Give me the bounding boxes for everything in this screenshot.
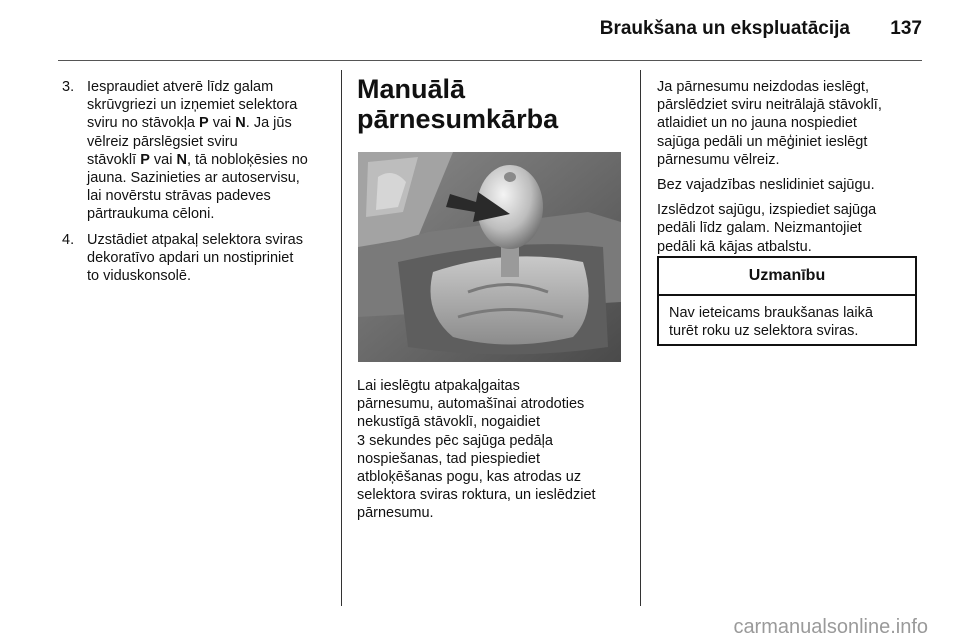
section-title-line: pārnesumkārba <box>357 104 559 134</box>
page-number: 137 <box>890 18 922 39</box>
step-text: to viduskonsolē. <box>87 268 191 285</box>
paragraph <box>657 201 919 256</box>
notice-title: Uzmanību <box>659 258 915 296</box>
paragraph-line: pārslēdziet sviru neitrālajā stāvoklī, <box>657 97 882 114</box>
gear-shift-illustration <box>358 152 621 362</box>
gear-position-label: N <box>235 115 246 132</box>
paragraph-line: pārnesumu. <box>357 505 434 522</box>
notice-body-line: Nav ieteicams braukšanas laikā <box>669 305 873 321</box>
step-text: lai novērstu strāvas padeves <box>87 188 271 205</box>
step-line <box>87 267 332 285</box>
paragraph-line: sajūga pedāli un mēģiniet ieslēgt <box>657 133 868 150</box>
reverse-gear-paragraph <box>357 377 629 523</box>
header-rule <box>58 60 922 61</box>
paragraph-line: Lai ieslēgtu atpakaļgaitas <box>357 378 520 394</box>
paragraph-line: atbloķēšanas pogu, kas atrodas uz <box>357 469 582 486</box>
section-title-line: Manuālā <box>357 74 466 104</box>
paragraph-line: pārnesumu vēlreiz. <box>657 151 780 168</box>
paragraph-line: atlaidiet un no jauna nospiediet <box>657 115 857 132</box>
step-text: dekoratīvo apdari un nostipriniet <box>87 249 294 266</box>
step-line <box>87 231 332 249</box>
step-text: skrūvgriezi un izņemiet selektora <box>87 97 298 114</box>
section-title <box>357 74 627 134</box>
paragraph-line: selektora sviras roktura, un ieslēdziet <box>357 487 596 504</box>
gear-position-label: N <box>176 151 187 168</box>
column-divider-right <box>640 70 641 606</box>
step-text: sviru no stāvokļa <box>87 115 200 132</box>
paragraph-line: 3 sekundes pēc sajūga pedāļa <box>357 432 553 449</box>
step-item <box>62 78 332 224</box>
step-text: stāvoklī <box>87 151 141 168</box>
step-line <box>87 187 332 205</box>
page-header-title: Braukšana un ekspluatācija <box>599 18 850 39</box>
column-divider-left <box>341 70 342 606</box>
paragraph-line: pārnesumu, automašīnai atrodoties <box>357 396 585 413</box>
paragraph-line: Ja pārnesumu neizdodas ieslēgt, <box>657 79 869 95</box>
paragraph-line: nospiešanas, tad piespiediet <box>357 450 540 467</box>
step-line <box>87 133 332 151</box>
step-item <box>62 231 332 286</box>
step-line <box>87 249 332 267</box>
step-line <box>87 205 332 223</box>
paragraph-line: Bez vajadzības neslidiniet sajūgu. <box>657 177 875 194</box>
step-number: 3. <box>62 79 75 95</box>
paragraph-line: pedāli kā kājas atbalstu. <box>657 238 812 255</box>
gear-position-label: P <box>199 115 209 132</box>
step-text: , tā nobloķēsies no <box>186 151 308 168</box>
step-text: . Ja jūs <box>245 115 292 132</box>
paragraph-line: nekustīgā stāvoklī, nogaidiet <box>357 414 540 431</box>
step-text: jauna. Sazinieties ar autoservisu, <box>87 170 300 187</box>
step-line <box>87 96 332 114</box>
column-1 <box>62 78 332 292</box>
step-line <box>87 151 332 169</box>
paragraph <box>657 78 919 169</box>
step-text: Iespraudiet atverē līdz galam <box>87 79 274 95</box>
step-line <box>87 114 332 132</box>
watermark: carmanualsonline.info <box>733 616 928 638</box>
paragraph-line: Izslēdzot sajūgu, izspiediet sajūga <box>657 202 877 219</box>
step-text: vai <box>208 115 236 132</box>
step-text: vai <box>149 151 177 168</box>
notice-box <box>657 256 917 346</box>
step-number: 4. <box>62 231 75 248</box>
paragraph-line: pedāli līdz galam. Neizmantojiet <box>657 220 862 237</box>
paragraph <box>657 176 919 194</box>
step-text: pārtraukuma cēloni. <box>87 206 215 223</box>
notice-body <box>659 296 915 340</box>
gear-shift-photo <box>358 152 621 362</box>
notice-body-line: turēt roku uz selektora sviras. <box>669 323 859 340</box>
step-line <box>87 78 332 96</box>
column-3 <box>657 78 919 263</box>
gear-position-label: P <box>140 151 150 168</box>
step-text: Uzstādiet atpakaļ selektora sviras <box>87 231 303 248</box>
step-line <box>87 169 332 187</box>
step-text: vēlreiz pārslēgsiet sviru <box>87 133 238 150</box>
